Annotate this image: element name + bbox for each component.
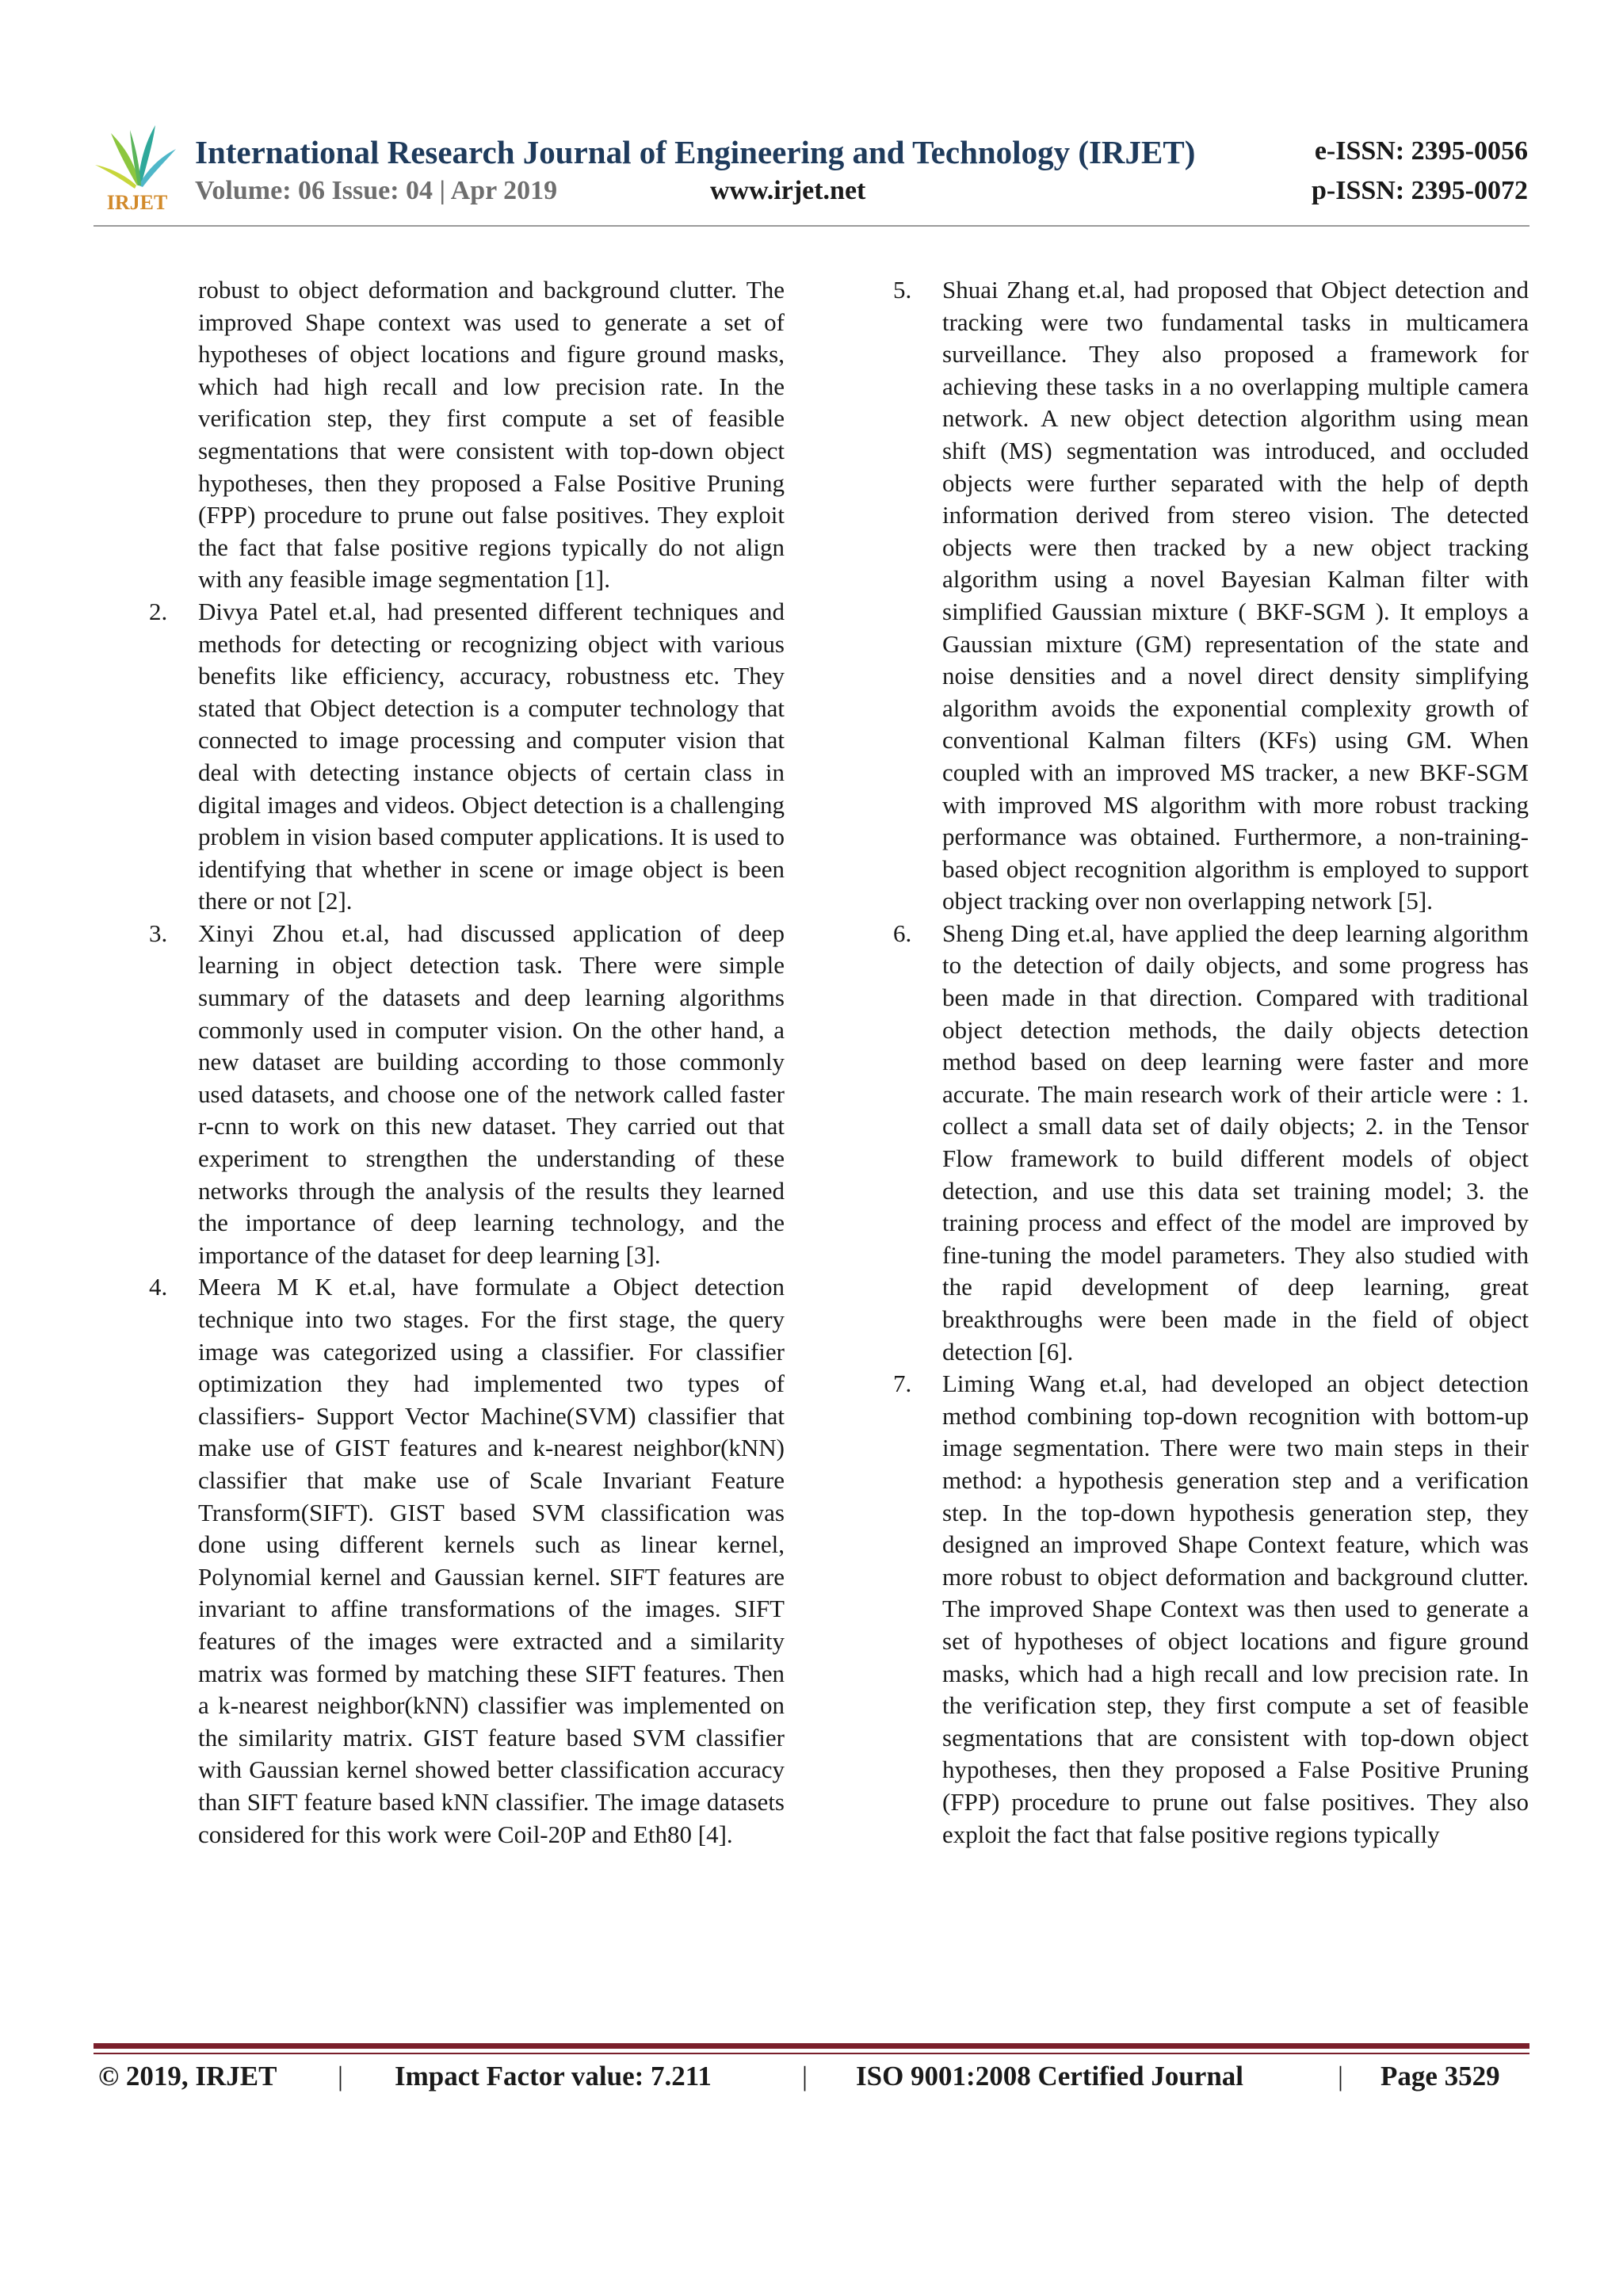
page-footer xyxy=(98,2061,1529,2097)
list-item xyxy=(893,274,1529,918)
list-item xyxy=(149,596,785,918)
footer-copyright: © 2019, IRJET xyxy=(98,2061,277,2092)
list-item-text: Meera M K et.al, have formulate a Object detection technique into two stages. For the first stage, the query image was categorized using a classifier. For classifier optimization they had implemented two types of classifiers- Support Vector Machine(SVM) classifier that make use of GIST features and k-nearest neighbor(kNN) classifier that make use of Scale Invariant Feature Transform(SIFT). GIST based SVM classification was done using different kernels such as linear kernel, Polynomial kernel and Gaussian kernel. SIFT features are invariant to affine transformations of the images. SIFT features of the images were extracted and a similarity matrix was formed by matching these SIFT features. Then a k-nearest neighbor(kNN) classifier was implemented on the similarity matrix. GIST feature based SVM classifier with Gaussian kernel showed better classification accuracy than SIFT feature based kNN classifier. The image datasets considered for this work were Coil-20P and Eth80 [4]. xyxy=(198,1273,785,1848)
list-item-number: 7. xyxy=(893,1370,912,1398)
left-column xyxy=(149,274,785,1851)
footer-separator: | xyxy=(1338,2061,1344,2092)
list-item xyxy=(149,1271,785,1851)
footer-page-number: Page 3529 xyxy=(1381,2061,1500,2092)
list-item-text: Liming Wang et.al, had developed an object detection method combining top-down recognition with bottom-up image segmentation. There were two main steps in their method: a hypothesis generation step and a verification step. In the top-down hypothesis generation step, they designed an improved Shape Context feature, which was more robust to object deformation and background clutter. The improved Shape Context was then used to generate a set of hypotheses of object locations and figure ground masks, which had a high recall and low precision rate. In the verification step, they first compute a set of feasible segmentations that are consistent with top-down object hypotheses, then they proposed a False Positive Pruning (FPP) procedure to prune out false positives. They also exploit the fact that false positive regions typically xyxy=(942,1370,1529,1848)
journal-title: International Research Journal of Engineering and Technology (IRJET) xyxy=(195,134,1196,170)
e-issn: e-ISSN: 2395-0056 xyxy=(1314,136,1528,166)
p-issn: p-ISSN: 2395-0072 xyxy=(1312,176,1528,205)
list-item-number: 6. xyxy=(893,919,912,947)
list-item xyxy=(149,918,785,1272)
footer-impact-factor: Impact Factor value: 7.211 xyxy=(395,2061,712,2092)
irjet-logo-icon xyxy=(94,117,181,214)
right-column xyxy=(893,274,1529,1851)
volume-issue: Volume: 06 Issue: 04 | Apr 2019 xyxy=(195,176,558,205)
footer-divider-thick xyxy=(94,2043,1529,2049)
item-1-continuation: robust to object deformation and background clutter. The improved Shape context was used to generate a set of hypotheses of object locations and figure ground masks, which had high recall and low precision rate. In the verification step, they first compute a set of feasible segmentations that were consistent with top-down object hypotheses, then they proposed a False Positive Pruning (FPP) procedure to prune out false positives. They exploit the fact that false positive regions typically do not align with any feasible image segmentation [1]. xyxy=(198,276,785,594)
list-item xyxy=(893,1368,1529,1851)
list-item-number: 3. xyxy=(149,919,168,947)
journal-logo xyxy=(94,117,181,214)
list-item-text: Xinyi Zhou et.al, had discussed application of deep learning in object detection task. There were simple summary of the datasets and deep learning algorithms commonly used in computer vision. On the other hand, a new dataset are building according to those commonly used datasets, and choose one of the network called faster r-cnn to work on this new dataset. They carried out that experiment to strengthen the understanding of these networks through the analysis of the results they learned the importance of deep learning technology, and the importance of the dataset for deep learning [3]. xyxy=(198,919,785,1269)
header-divider xyxy=(94,225,1529,227)
list-item-number: 4. xyxy=(149,1273,168,1301)
list-item-number: 2. xyxy=(149,597,168,625)
list-item-text: Shuai Zhang et.al, had proposed that Object detection and tracking were two fundamental tasks in multicamera surveillance. They also proposed a framework for achieving these tasks in a no overlapping multiple camera network. A new object detection algorithm using mean shift (MS) segmentation was introduced, and occluded objects were further separated with the help of depth information derived from stereo vision. The detected objects were then tracked by a new object tracking algorithm using a novel Bayesian Kalman filter with simplified Gaussian mixture ( BKF-SGM ). It employs a Gaussian mixture (GM) representation of the state and noise densities and a novel direct density simplifying algorithm avoids the exponential complexity growth of conventional Kalman filters (KFs) using GM. When coupled with an improved MS tracker, a new BKF-SGM with improved MS algorithm with more robust tracking performance was obtained. Furthermore, a non-training-based object recognition algorithm is employed to support object tracking over non overlapping network [5]. xyxy=(942,276,1529,915)
footer-separator: | xyxy=(338,2061,344,2092)
footer-iso-certification: ISO 9001:2008 Certified Journal xyxy=(856,2061,1244,2092)
svg-text:IRJET: IRJET xyxy=(106,191,168,214)
list-item-text: Divya Patel et.al, had presented different techniques and methods for detecting or recognizing object with various benefits like efficiency, accuracy, robustness etc. They stated that Object detection is a computer technology that connected to image processing and computer vision that deal with detecting instance objects of certain class in digital images and videos. Object detection is a challenging problem in vision based computer applications. It is used to identifying that whether in scene or image object is been there or not [2]. xyxy=(198,597,785,915)
footer-separator: | xyxy=(802,2061,808,2092)
list-item-number: 5. xyxy=(893,276,912,304)
list-item xyxy=(893,918,1529,1368)
journal-website[interactable]: www.irjet.net xyxy=(710,176,866,205)
footer-divider-thin xyxy=(94,2053,1529,2054)
list-item-text: Sheng Ding et.al, have applied the deep learning algorithm to the detection of daily objects, and some progress has been made in that direction. Compared with traditional object detection methods, the daily objects detection method based on deep learning were faster and more accurate. The main research work of their article were : 1. collect a small data set of daily objects; 2. in the Tensor Flow framework to build different models of object detection, and use this data set training model; 3. the training process and effect of the model are improved by fine-tuning the model parameters. They also studied with the rapid development of deep learning, great breakthroughs were been made in the field of object detection [6]. xyxy=(942,919,1529,1366)
